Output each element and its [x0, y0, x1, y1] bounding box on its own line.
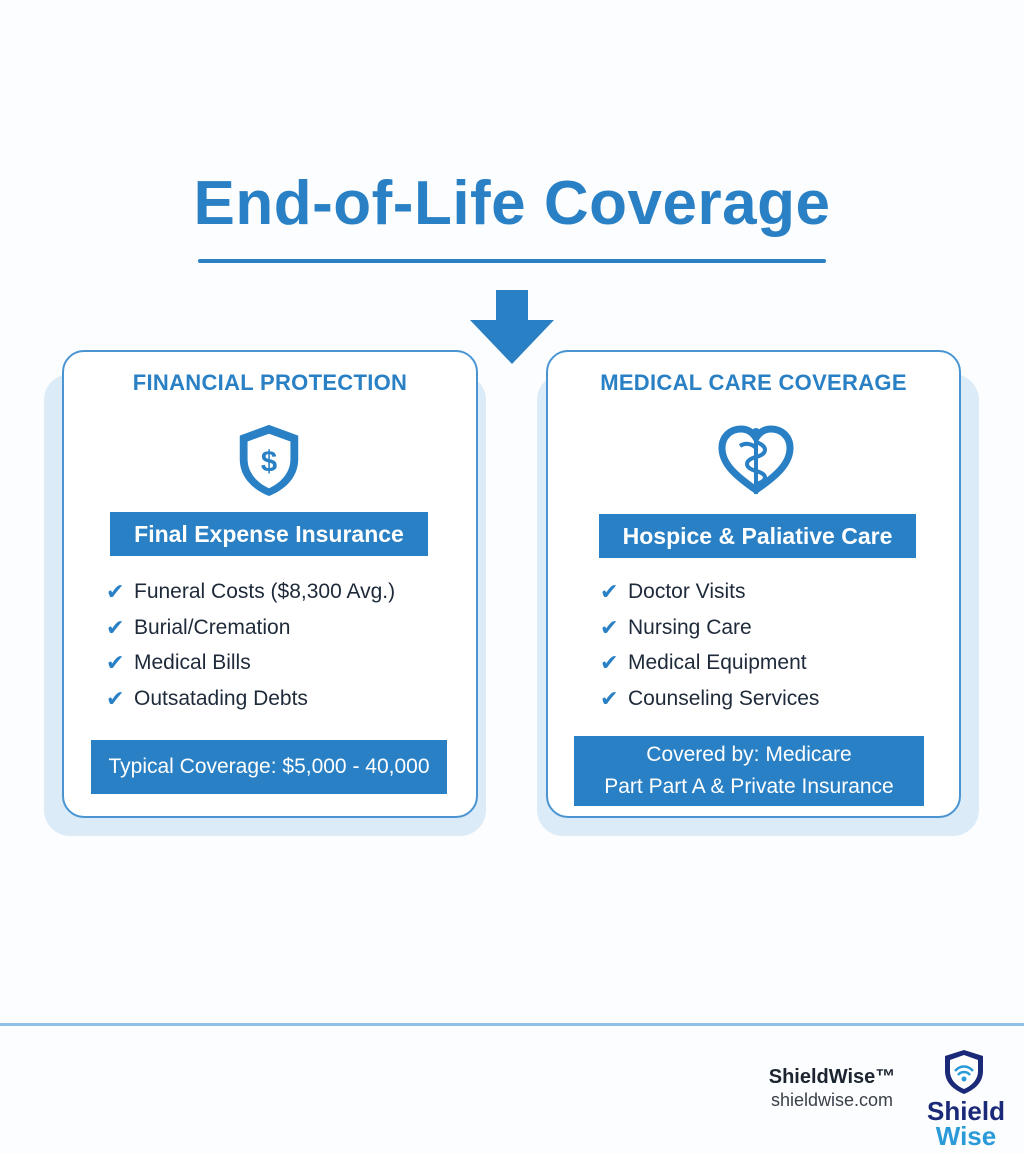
card-heading: FINANCIAL PROTECTION: [132, 370, 408, 395]
medical-care-card: [546, 350, 961, 818]
list-item: ✔ Counseling Services: [600, 685, 820, 711]
list-item: ✔ Medical Equipment: [600, 650, 807, 676]
check-icon: ✔: [600, 614, 619, 640]
check-icon: ✔: [106, 685, 125, 711]
list-item: ✔ Medical Bills: [106, 650, 251, 676]
card-heading: MEDICAL CARE COVERAGE: [600, 370, 907, 395]
list-item: ✔ Nursing Care: [600, 614, 752, 640]
financial-protection-card: [62, 350, 478, 818]
footer-divider: [0, 1023, 1024, 1026]
shieldwise-logo-icon: [942, 1049, 986, 1095]
brand-name: ShieldWise™: [768, 1066, 896, 1088]
shield-dollar-icon: [234, 422, 304, 498]
logo-wordmark-wise: Wise: [935, 1122, 997, 1151]
heart-caduceus-icon: [716, 424, 796, 496]
check-icon: ✔: [600, 650, 619, 676]
check-icon: ✔: [106, 650, 125, 676]
list-item: ✔ Funeral Costs ($8,300 Avg.): [106, 578, 396, 604]
right-item-list: [600, 574, 819, 717]
typical-coverage-box: [91, 740, 447, 794]
list-item: ✔ Outsatading Debts: [106, 685, 308, 711]
hospice-banner: Hospice & Paliative Care: [599, 514, 916, 558]
page-title: End-of-Life Coverage: [193, 169, 831, 238]
covered-by-box: [574, 736, 924, 806]
check-icon: ✔: [600, 578, 619, 604]
check-icon: ✔: [106, 578, 125, 604]
check-icon: ✔: [600, 685, 619, 711]
left-item-list: [106, 574, 395, 717]
typical-coverage-text: Typical Coverage: $5,000 - 40,000: [108, 755, 430, 778]
logo-wordmark-shield: Shield: [926, 1096, 1005, 1126]
down-arrow-icon: [470, 290, 554, 364]
final-expense-banner: Final Expense Insurance: [110, 512, 428, 556]
list-item: ✔ Burial/Cremation: [106, 614, 291, 640]
covered-by-line2: Part Part A & Private Insurance: [604, 775, 894, 798]
title-underline: [198, 259, 826, 263]
brand-url[interactable]: shieldwise.com: [770, 1090, 894, 1110]
list-item: ✔ Doctor Visits: [600, 578, 746, 604]
covered-by-line1: Covered by: Medicare: [646, 743, 852, 766]
svg-text:$: $: [260, 446, 278, 479]
check-icon: ✔: [106, 614, 125, 640]
